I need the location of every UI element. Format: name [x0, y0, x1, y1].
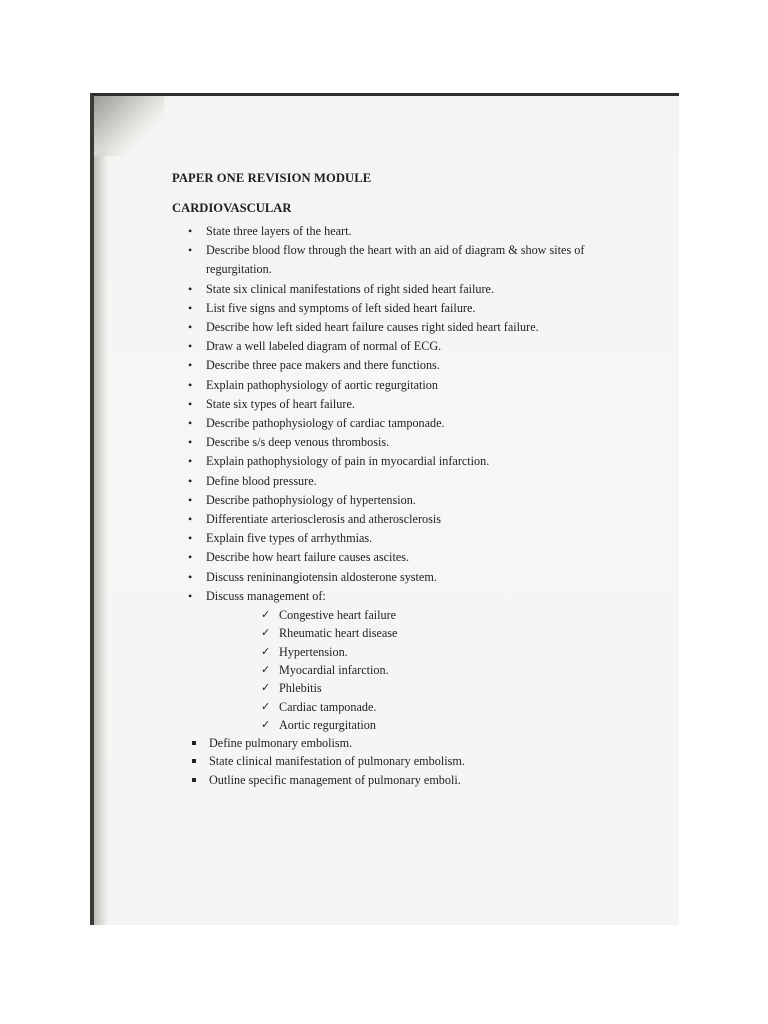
list-item: • Describe how heart failure causes ascites. — [172, 548, 642, 567]
management-list — [172, 606, 642, 734]
list-item: • Describe pathophysiology of cardiac tamponade. — [172, 414, 642, 433]
checklist-item: ✓ Aortic regurgitation — [172, 716, 642, 734]
list-item: • State six clinical manifestations of right sided heart failure. — [172, 280, 642, 299]
list-item: State clinical manifestation of pulmonary embolism. — [172, 752, 642, 770]
pulmonary-list — [172, 734, 642, 789]
question-list — [172, 222, 642, 606]
list-item: • Explain pathophysiology of aortic regurgitation — [172, 376, 642, 395]
list-item: Outline specific management of pulmonary emboli. — [172, 771, 642, 789]
list-item: Define pulmonary embolism. — [172, 734, 642, 752]
list-item: • Draw a well labeled diagram of normal of ECG. — [172, 337, 642, 356]
page-content — [172, 170, 642, 789]
list-item: • Describe s/s deep venous thrombosis. — [172, 433, 642, 452]
list-item: • Discuss renininangiotensin aldosterone system. — [172, 568, 642, 587]
document-title: PAPER ONE REVISION MODULE — [172, 171, 372, 185]
section-heading: CARDIOVASCULAR — [172, 201, 292, 215]
list-item: • Describe three pace makers and there functions. — [172, 356, 642, 375]
list-item: • Describe pathophysiology of hypertension. — [172, 491, 642, 510]
checklist-item: ✓ Cardiac tamponade. — [172, 698, 642, 716]
list-item: • Explain pathophysiology of pain in myocardial infarction. — [172, 452, 642, 471]
folded-corner — [94, 96, 164, 156]
list-item: • Differentiate arteriosclerosis and atherosclerosis — [172, 510, 642, 529]
list-item: • State three layers of the heart. — [172, 222, 642, 241]
checklist-item: ✓ Rheumatic heart disease — [172, 624, 642, 642]
list-item: • Describe how left sided heart failure causes right sided heart failure. — [172, 318, 642, 337]
list-item: • State six types of heart failure. — [172, 395, 642, 414]
list-item: • Describe blood flow through the heart with an aid of diagram & show sites of regurgitation. — [172, 241, 642, 279]
list-item: • List five signs and symptoms of left sided heart failure. — [172, 299, 642, 318]
checklist-item: ✓ Myocardial infarction. — [172, 661, 642, 679]
checklist-item: ✓ Phlebitis — [172, 679, 642, 697]
page-edge-shadow — [94, 96, 108, 925]
checklist-item: ✓ Hypertension. — [172, 643, 642, 661]
list-item: • Explain five types of arrhythmias. — [172, 529, 642, 548]
scanned-page — [90, 93, 679, 925]
list-item: • Discuss management of: — [172, 587, 642, 606]
checklist-item: ✓ Congestive heart failure — [172, 606, 642, 624]
list-item: • Define blood pressure. — [172, 472, 642, 491]
